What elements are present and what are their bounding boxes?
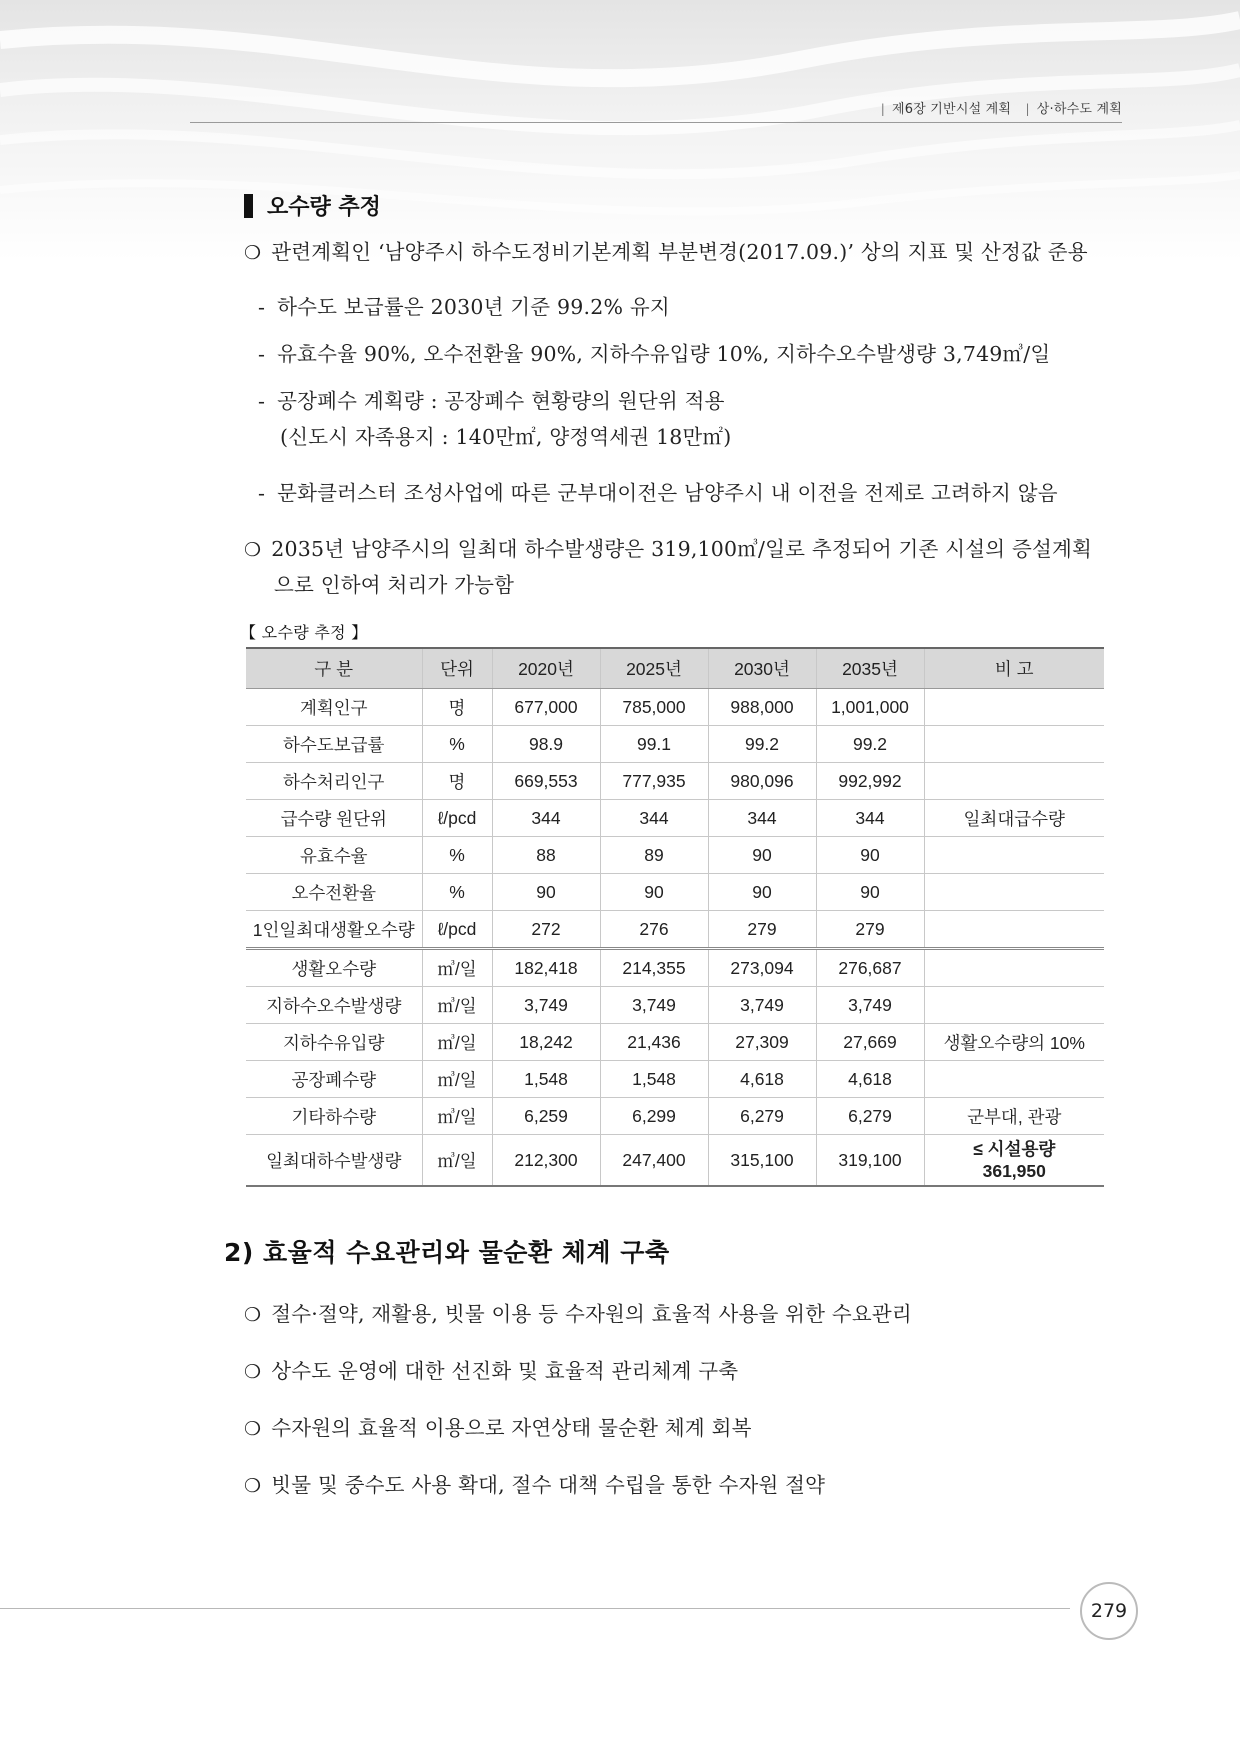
table-cell: 247,400 [600, 1135, 708, 1187]
table-cell [924, 874, 1104, 911]
table-cell: ㎥/일 [422, 949, 492, 987]
intro-paragraph [244, 235, 1088, 265]
table-row [246, 987, 1104, 1024]
conclusion-text-line1: 2035년 남양주시의 일최대 하수발생량은 319,100㎥/일로 추정되어 기존 시설의 증설계획 [271, 537, 1093, 561]
table-cell: 272 [492, 911, 600, 949]
table-cell [924, 911, 1104, 949]
background-decoration [0, 0, 1240, 260]
table-cell: 기타하수량 [246, 1098, 422, 1135]
list-item [258, 337, 1050, 367]
table-cell: 99.2 [708, 726, 816, 763]
table-cell: 일최대급수량 [924, 800, 1104, 837]
header-separator: | [1025, 102, 1030, 116]
table-cell: 212,300 [492, 1135, 600, 1187]
table-cell: ㎥/일 [422, 987, 492, 1024]
table-cell: ℓ/pcd [422, 800, 492, 837]
table-cell: 344 [708, 800, 816, 837]
column-header: 2030년 [708, 648, 816, 689]
table-row [246, 911, 1104, 949]
conclusion-paragraph-continuation [274, 568, 514, 598]
list-item-text: 유효수율 90%, 오수전환율 90%, 지하수유입량 10%, 지하수오수발생량 3,749㎥/일 [277, 342, 1051, 366]
table-row [246, 726, 1104, 763]
table-cell: 89 [600, 837, 708, 874]
table-cell [924, 949, 1104, 987]
header-chapter: 제6장 기반시설 계획 [891, 102, 1012, 117]
column-header: 비 고 [924, 648, 1104, 689]
table-cell: 279 [708, 911, 816, 949]
column-header: 구 분 [246, 648, 422, 689]
table-row [246, 689, 1104, 726]
column-header: 단위 [422, 648, 492, 689]
table-cell: 6,259 [492, 1098, 600, 1135]
list-item-text: 문화클러스터 조성사업에 따른 군부대이전은 남양주시 내 이전을 전제로 고려하지 않음 [277, 481, 1058, 505]
list-item-continuation [280, 420, 731, 450]
table-cell [924, 689, 1104, 726]
table-row [246, 1061, 1104, 1098]
title-bar-icon [244, 194, 253, 218]
table-cell: 18,242 [492, 1024, 600, 1061]
table-cell: 6,279 [816, 1098, 924, 1135]
table-cell: 90 [492, 874, 600, 911]
table-row [246, 763, 1104, 800]
table-cell: 21,436 [600, 1024, 708, 1061]
capacity-note-line2: 361,950 [982, 1161, 1046, 1181]
header-separator: | [880, 102, 885, 116]
table-cell: 하수처리인구 [246, 763, 422, 800]
table-cell: 일최대하수발생량 [246, 1135, 422, 1187]
table-row [246, 1098, 1104, 1135]
list-item [258, 476, 1058, 506]
table-cell: 980,096 [708, 763, 816, 800]
table-cell: 319,100 [816, 1135, 924, 1187]
subsection-title: 2) 효율적 수요관리와 물순환 체계 구축 [224, 1238, 670, 1267]
table-row [246, 874, 1104, 911]
table-cell: % [422, 726, 492, 763]
table-cell: 344 [816, 800, 924, 837]
table-cell: 344 [492, 800, 600, 837]
table-cell: 6,279 [708, 1098, 816, 1135]
running-header [881, 98, 1122, 117]
table-cell: 1인일최대생활오수량 [246, 911, 422, 949]
table-cell: 182,418 [492, 949, 600, 987]
table-cell: 99.2 [816, 726, 924, 763]
table-cell: 992,992 [816, 763, 924, 800]
table-cell: 276 [600, 911, 708, 949]
table-cell: 하수도보급률 [246, 726, 422, 763]
column-header: 2035년 [816, 648, 924, 689]
list-item-text: 공장폐수 계획량 : 공장폐수 현황량의 원단위 적용 [277, 389, 725, 413]
table-cell: ㎥/일 [422, 1135, 492, 1187]
table-cell: 669,553 [492, 763, 600, 800]
table-cell: 1,001,000 [816, 689, 924, 726]
table-cell: 유효수율 [246, 837, 422, 874]
list-item [244, 1297, 912, 1327]
capacity-note-line1: ≤ 시설용량 [973, 1139, 1056, 1159]
table-cell: 6,299 [600, 1098, 708, 1135]
dash-icon: - [258, 481, 266, 505]
circle-bullet-icon: ❍ [244, 1418, 262, 1440]
circle-bullet-icon: ❍ [244, 242, 262, 264]
list-item [244, 1411, 752, 1441]
table-cell: 88 [492, 837, 600, 874]
table-cell: 90 [708, 837, 816, 874]
header-rule [190, 122, 1122, 123]
table-cell: 677,000 [492, 689, 600, 726]
dash-icon: - [258, 389, 266, 413]
list-item [258, 290, 670, 320]
table-cell: 315,100 [708, 1135, 816, 1187]
table-cell: 988,000 [708, 689, 816, 726]
circle-bullet-icon: ❍ [244, 539, 262, 561]
circle-bullet-icon: ❍ [244, 1475, 262, 1497]
table-row [246, 949, 1104, 987]
table-cell: 3,749 [492, 987, 600, 1024]
table-cell [924, 763, 1104, 800]
table-row [246, 1135, 1104, 1187]
table-cell: 지하수유입량 [246, 1024, 422, 1061]
list-item-text: (신도시 자족용지 : 140만㎡, 양정역세권 18만㎡) [280, 425, 732, 449]
table-cell: 명 [422, 689, 492, 726]
list-item-text: 상수도 운영에 대한 선진화 및 효율적 관리체계 구축 [271, 1359, 739, 1383]
table-cell: 4,618 [816, 1061, 924, 1098]
dash-icon: - [258, 342, 266, 366]
table-cell [924, 837, 1104, 874]
table-cell: 27,309 [708, 1024, 816, 1061]
column-header: 2020년 [492, 648, 600, 689]
table-cell: 생활오수량의 10% [924, 1024, 1104, 1061]
table-cell [924, 1135, 1104, 1187]
table-cell: 1,548 [492, 1061, 600, 1098]
table-cell: ㎥/일 [422, 1098, 492, 1135]
table-cell [924, 987, 1104, 1024]
table-cell: 지하수오수발생량 [246, 987, 422, 1024]
table-row [246, 1024, 1104, 1061]
list-item-text: 절수·절약, 재활용, 빗물 이용 등 수자원의 효율적 사용을 위한 수요관리 [271, 1302, 912, 1326]
table-cell [924, 726, 1104, 763]
intro-text: 관련계획인 ‘남양주시 하수도정비기본계획 부분변경(2017.09.)’ 상의 지표 및 산정값 준용 [271, 240, 1088, 264]
table-cell: 27,669 [816, 1024, 924, 1061]
table-cell [924, 1061, 1104, 1098]
table-cell: 99.1 [600, 726, 708, 763]
list-item [244, 1354, 738, 1384]
table-cell: 279 [816, 911, 924, 949]
table-cell: 1,548 [600, 1061, 708, 1098]
table-cell: 90 [600, 874, 708, 911]
table-header-row [246, 648, 1104, 689]
table-cell: 급수량 원단위 [246, 800, 422, 837]
table-cell: 3,749 [816, 987, 924, 1024]
circle-bullet-icon: ❍ [244, 1361, 262, 1383]
table-cell: 273,094 [708, 949, 816, 987]
table-caption: 【 오수량 추정 】 [240, 623, 368, 642]
list-item-text: 빗물 및 중수도 사용 확대, 절수 대책 수립을 통한 수자원 절약 [271, 1473, 826, 1497]
table-cell: 276,687 [816, 949, 924, 987]
circle-bullet-icon: ❍ [244, 1304, 262, 1326]
table-cell: 777,935 [600, 763, 708, 800]
table-cell: 생활오수량 [246, 949, 422, 987]
page-number-text: 279 [1090, 1600, 1128, 1622]
page-number [1080, 1582, 1138, 1640]
table-cell: ㎥/일 [422, 1024, 492, 1061]
footer-rule [0, 1608, 1070, 1609]
table-cell: 공장폐수량 [246, 1061, 422, 1098]
table-cell: 90 [816, 874, 924, 911]
table-cell: 90 [708, 874, 816, 911]
dash-icon: - [258, 295, 266, 319]
table-cell: 4,618 [708, 1061, 816, 1098]
table-cell: 명 [422, 763, 492, 800]
column-header: 2025년 [600, 648, 708, 689]
section-title-text: 오수량 추정 [267, 195, 381, 220]
table-cell: % [422, 837, 492, 874]
table-cell: ℓ/pcd [422, 911, 492, 949]
sewage-estimate-table [246, 647, 1104, 1187]
list-item [258, 384, 725, 414]
table-cell: 214,355 [600, 949, 708, 987]
table-row [246, 800, 1104, 837]
list-item-text: 하수도 보급률은 2030년 기준 99.2% 유지 [277, 295, 670, 319]
table-cell: 3,749 [708, 987, 816, 1024]
table-cell: % [422, 874, 492, 911]
table-cell: ㎥/일 [422, 1061, 492, 1098]
table-cell: 785,000 [600, 689, 708, 726]
conclusion-text-line2: 으로 인하여 처리가 가능함 [274, 573, 515, 597]
table-cell: 오수전환율 [246, 874, 422, 911]
list-item-text: 수자원의 효율적 이용으로 자연상태 물순환 체계 회복 [271, 1416, 752, 1440]
conclusion-paragraph [244, 532, 1092, 562]
section-title [244, 190, 381, 221]
table-cell: 344 [600, 800, 708, 837]
list-item [244, 1468, 825, 1498]
table-cell: 90 [816, 837, 924, 874]
table-row [246, 837, 1104, 874]
header-section: 상·하수도 계획 [1036, 102, 1122, 117]
table-cell: 군부대, 관광 [924, 1098, 1104, 1135]
table-body [246, 689, 1104, 1187]
table-cell: 98.9 [492, 726, 600, 763]
wave-pattern [0, 0, 1240, 260]
table-cell: 3,749 [600, 987, 708, 1024]
table-cell: 계획인구 [246, 689, 422, 726]
